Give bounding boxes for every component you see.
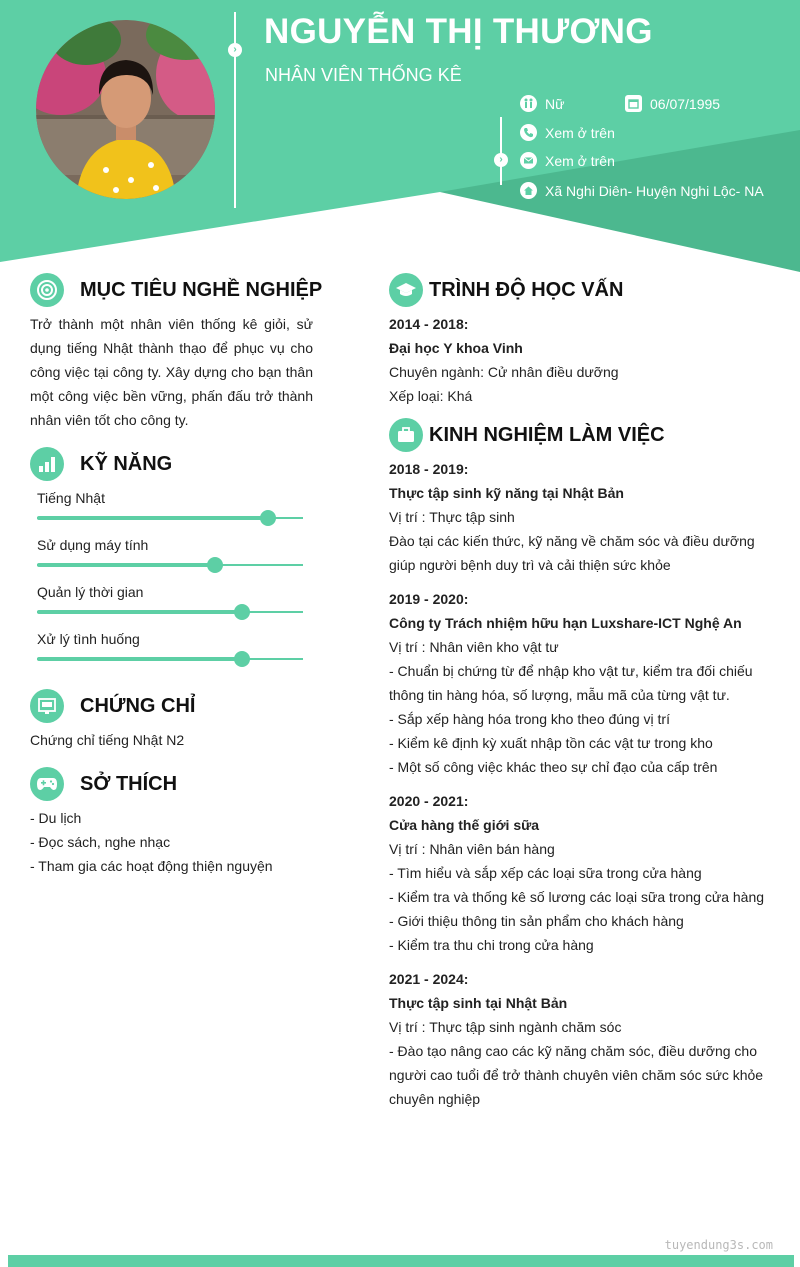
- hobby-item: - Tham gia các hoạt động thiện nguyện: [30, 858, 273, 874]
- chevron-right-icon: ›: [228, 43, 242, 57]
- address-info: [520, 182, 764, 199]
- job-line: người cao tuổi để trở thành chuyên viên chăm sóc sức khỏe: [389, 1067, 764, 1083]
- email-text: Xem ở trên: [545, 152, 615, 169]
- skill-label: Tiếng Nhật: [37, 490, 105, 506]
- skill-bar: [37, 517, 303, 519]
- skills-title: KỸ NĂNG: [80, 452, 173, 475]
- gender-text: Nữ: [545, 95, 565, 112]
- chevron-right-icon: ›: [494, 153, 508, 167]
- skill-knob: [260, 510, 276, 526]
- job-line: - Chuẩn bị chứng từ để nhập kho vật tư, kiểm tra đối chiếu: [389, 663, 753, 679]
- profile-photo: [36, 20, 215, 199]
- experience-heading: [389, 418, 665, 452]
- birthday-text: 06/07/1995: [650, 95, 721, 112]
- full-name: NGUYỄN THỊ THƯƠNG: [264, 12, 653, 51]
- job-period: 2018 - 2019:: [389, 461, 469, 477]
- briefcase-icon: [389, 418, 423, 452]
- skill-label: Quản lý thời gian: [37, 584, 144, 600]
- phone-icon: [520, 124, 537, 141]
- contact-divider: [500, 117, 502, 185]
- job-company: Thực tập sinh tại Nhật Bản: [389, 995, 568, 1011]
- education-block: [389, 312, 619, 408]
- skills-heading: [30, 447, 172, 481]
- home-icon: [520, 182, 537, 199]
- birthday-info: [625, 95, 720, 112]
- job-period: 2020 - 2021:: [389, 793, 469, 809]
- phone-text: Xem ở trên: [545, 124, 615, 141]
- hobby-item: - Đọc sách, nghe nhạc: [30, 834, 171, 850]
- header-divider: [234, 12, 236, 208]
- job-line: - Kiểm tra thu chi trong cửa hàng: [389, 937, 594, 953]
- skill-fill: [37, 516, 268, 520]
- calendar-icon: [625, 95, 642, 112]
- job-company: Công ty Trách nhiệm hữu hạn Luxshare-ICT Nghệ An: [389, 615, 742, 631]
- graduation-cap-icon: [389, 273, 423, 307]
- phone-info: [520, 124, 615, 141]
- job-line: Vị trí : Nhân viên bán hàng: [389, 841, 555, 857]
- objective-heading: [30, 273, 322, 307]
- education-title: TRÌNH ĐỘ HỌC VẤN: [429, 278, 624, 301]
- skill-bar: [37, 658, 303, 660]
- skill-bar: [37, 564, 303, 566]
- hobbies-heading: [30, 767, 177, 801]
- job-line: - Tìm hiểu và sắp xếp các loại sữa trong cửa hàng: [389, 865, 702, 881]
- target-icon: [30, 273, 64, 307]
- objective-title: MỤC TIÊU NGHỀ NGHIỆP: [80, 278, 323, 301]
- job-period: 2019 - 2020:: [389, 591, 469, 607]
- skill-knob: [234, 604, 250, 620]
- job-entry: [389, 587, 753, 779]
- job-line: chuyên nghiệp: [389, 1091, 481, 1107]
- job-company: Cửa hàng thế giới sữa: [389, 817, 540, 833]
- skill-bar: [37, 611, 303, 613]
- skill-fill: [37, 610, 242, 614]
- certificate-item: Chứng chỉ tiếng Nhật N2: [30, 732, 185, 748]
- education-school: Đại học Y khoa Vinh: [389, 340, 523, 356]
- avatar: [36, 20, 215, 199]
- job-line: giúp người bệnh duy trì và cải thiện sức khỏe: [389, 557, 671, 573]
- bar-chart-icon: [30, 447, 64, 481]
- job-line: - Sắp xếp hàng hóa trong kho theo đúng vị trí: [389, 711, 670, 727]
- job-period: 2021 - 2024:: [389, 971, 469, 987]
- hobbies-title: SỞ THÍCH: [80, 772, 178, 795]
- skill-knob: [234, 651, 250, 667]
- job-entry: [389, 789, 764, 957]
- objective-line: nhân viên tốt cho công ty.: [30, 412, 189, 428]
- job-line: thông tin hàng hóa, số lượng, mẫu mã của từng vật tư.: [389, 687, 730, 703]
- address-text: Xã Nghi Diên- Huyện Nghi Lộc- NA: [545, 182, 764, 199]
- job-company: Thực tập sinh kỹ năng tại Nhật Bản: [389, 485, 624, 501]
- hobby-item: - Du lịch: [30, 810, 82, 826]
- education-period: 2014 - 2018:: [389, 316, 469, 332]
- job-line: - Một số công việc khác theo sự chỉ đạo của cấp trên: [389, 759, 718, 775]
- header: [0, 0, 800, 275]
- skill-fill: [37, 657, 242, 661]
- hobbies-list: [30, 806, 273, 878]
- education-rank: Xếp loại: Khá: [389, 388, 473, 404]
- skill-knob: [207, 557, 223, 573]
- footer-bar: [8, 1255, 794, 1267]
- email-icon: [520, 152, 537, 169]
- skill-label: Sử dụng máy tính: [37, 537, 149, 553]
- certificates-heading: [30, 689, 195, 723]
- education-major: Chuyên ngành: Cử nhân điều dưỡng: [389, 364, 619, 380]
- job-entry: [389, 967, 763, 1111]
- experience-title: KINH NGHIỆM LÀM VIỆC: [429, 423, 665, 446]
- education-heading: [389, 273, 623, 307]
- objective-line: công việc tại công ty. Xây dựng cho bạn thân: [30, 364, 313, 380]
- objective-line: dụng tiếng Nhật thành thạo để phục vụ cho: [30, 340, 313, 356]
- gender-icon: [520, 95, 537, 112]
- skill-label: Xử lý tình huống: [37, 631, 140, 647]
- job-line: Vị trí : Nhân viên kho vật tư: [389, 639, 559, 655]
- job-line: Đào tại các kiến thức, kỹ năng về chăm sóc và điều dưỡng: [389, 533, 755, 549]
- objective-line: một công việc bền vững, phấn đấu trở thành: [30, 388, 313, 404]
- objective-text: [30, 312, 313, 432]
- job-line: - Kiểm kê định kỳ xuất nhập tồn các vật tư trong kho: [389, 735, 713, 751]
- job-entry: [389, 457, 755, 577]
- skill-fill: [37, 563, 215, 567]
- gender-info: [520, 95, 564, 112]
- objective-line: Trở thành một nhân viên thống kê giỏi, sử: [30, 316, 313, 332]
- job-title: NHÂN VIÊN THỐNG KÊ: [265, 65, 462, 85]
- job-line: - Kiểm tra và thống kê số lương các loại sữa trong cửa hàng: [389, 889, 765, 905]
- job-line: - Đào tạo nâng cao các kỹ năng chăm sóc, điều dưỡng cho: [389, 1043, 757, 1059]
- job-line: - Giới thiệu thông tin sản phẩm cho khách hàng: [389, 913, 684, 929]
- job-line: Vị trí : Thực tập sinh: [389, 509, 515, 525]
- gamepad-icon: [30, 767, 64, 801]
- certificate-icon: [30, 689, 64, 723]
- certificates-title: CHỨNG CHỈ: [80, 694, 196, 717]
- email-info: [520, 152, 615, 169]
- job-line: Vị trí : Thực tập sinh ngành chăm sóc: [389, 1019, 622, 1035]
- watermark: tuyendung3s.com: [664, 1238, 773, 1252]
